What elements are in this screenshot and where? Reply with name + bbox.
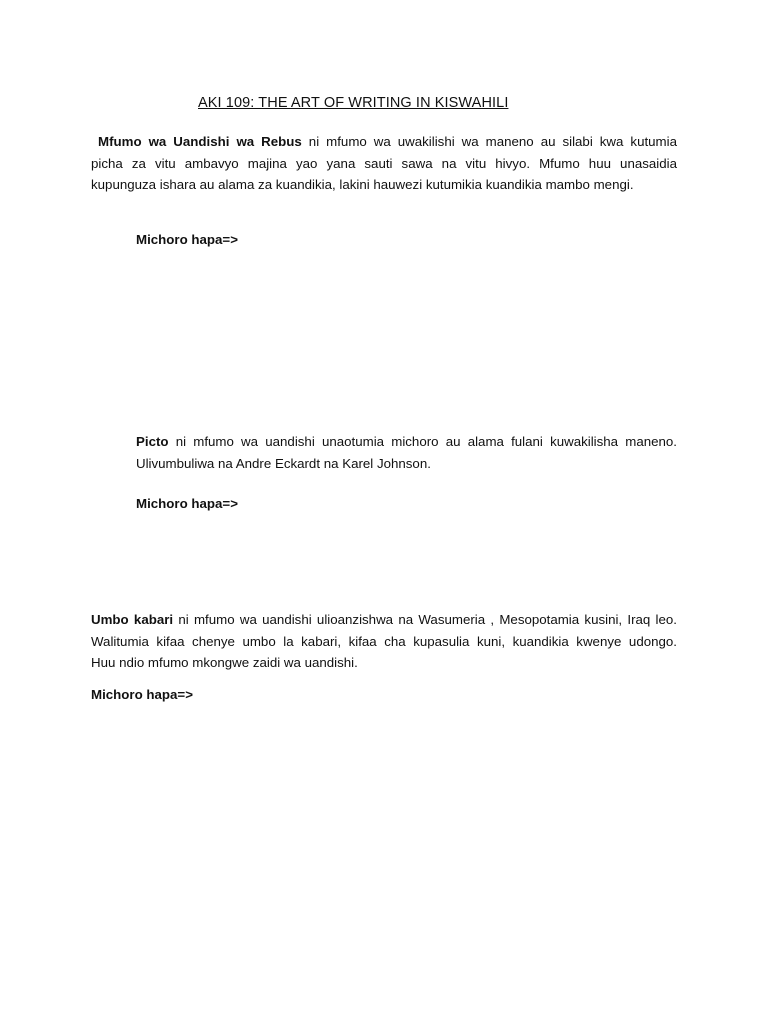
paragraph-text: ni mfumo wa uwakilishi wa maneno au silabi kwa kutumia <box>301 134 677 149</box>
paragraph-line: picha za vitu ambavyo majina yao yana sauti sawa na vitu hivyo. Mfumo huu unasaidia <box>91 155 677 171</box>
paragraph-line <box>91 609 677 631</box>
paragraph-line: Huu ndio mfumo mkongwe zaidi wa uandishi. <box>91 655 358 671</box>
paragraph-text: ni mfumo wa uandishi unaotumia michoro au alama fulani kuwakilisha maneno. <box>168 434 677 449</box>
paragraph-line: Walitumia kifaa chenye umbo la kabari, kifaa cha kupasulia kuni, kuandikia kwenye udongo. <box>91 633 677 649</box>
paragraph-line: Ulivumbuliwa na Andre Eckardt na Karel Johnson. <box>136 455 431 471</box>
paragraph-text: ni mfumo wa uandishi ulioanzishwa na Wasumeria , Mesopotamia kusini, Iraq leo. <box>173 612 677 627</box>
picto-term: Picto <box>136 434 169 449</box>
rebus-term: Mfumo wa Uandishi wa Rebus <box>98 134 302 149</box>
picto-paragraph <box>136 431 677 474</box>
paragraph-line <box>136 431 677 453</box>
drawing-placeholder-label: Michoro hapa=> <box>136 232 238 247</box>
drawing-placeholder-label: Michoro hapa=> <box>136 496 238 511</box>
paragraph-line <box>91 131 677 153</box>
paragraph-line: kupunguza ishara au alama za kuandikia, lakini hauwezi kutumikia kuandikia mambo mengi. <box>91 177 634 193</box>
drawing-placeholder-label: Michoro hapa=> <box>91 687 193 702</box>
cuneiform-paragraph <box>91 609 677 674</box>
cuneiform-term: Umbo kabari <box>91 612 174 627</box>
document-title: AKI 109: THE ART OF WRITING IN KISWAHILI <box>198 95 509 111</box>
rebus-paragraph <box>91 131 677 196</box>
